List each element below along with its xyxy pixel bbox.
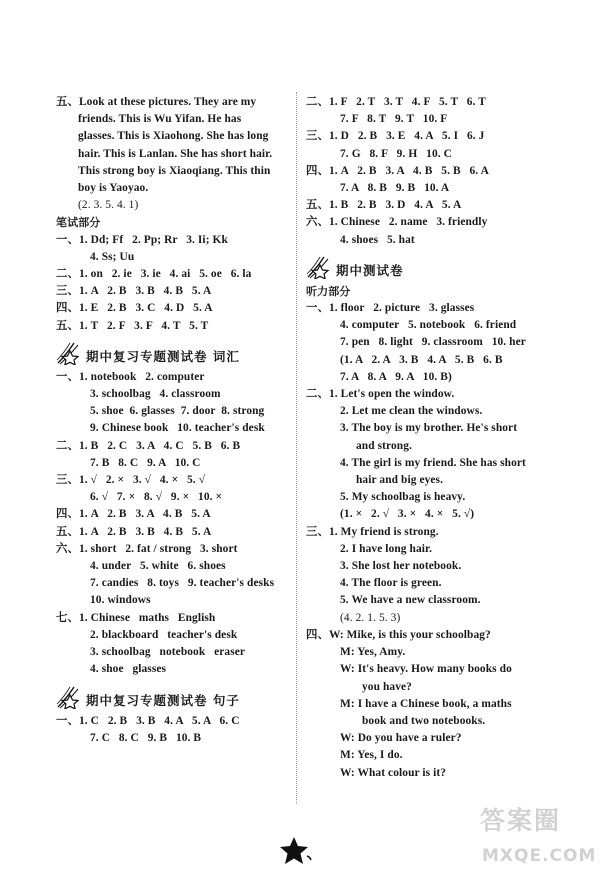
answer-line: 3. The boy is my brother. He's short <box>340 422 518 435</box>
answer-line: hair and big eyes. <box>356 474 444 487</box>
answer-line: 2. I have long hair. <box>340 542 433 555</box>
answer-line: hair. This is Lanlan. She has short hair. <box>78 147 273 160</box>
answer-line: 三、1. A 2. B 3. B 4. B 5. A <box>56 285 212 298</box>
answer-line: (1. A 2. A 3. B 4. A 5. B 6. B <box>340 353 503 366</box>
answer-line: 五、Look at these pictures. They are my <box>56 96 257 108</box>
answer-line: 五、1. B 2. B 3. D 4. A 5. A <box>306 199 462 212</box>
answer-line: 7. C 8. C 9. B 10. B <box>90 731 202 744</box>
answer-line: 二、1. Let's open the window. <box>306 388 455 401</box>
answer-line: 三、1. D 2. B 3. E 4. A 5. I 6. J <box>306 130 485 143</box>
left-column <box>56 94 292 747</box>
answer-line: (2. 3. 5. 4. 1) <box>78 199 139 212</box>
answer-line: W: What colour is it? <box>340 766 447 779</box>
answer-line: 四、1. A 2. B 3. A 4. B 5. A <box>56 508 211 521</box>
answer-line: 一、1. C 2. B 3. B 4. A 5. A 6. C <box>56 714 240 727</box>
answer-line: 2. Let me clean the windows. <box>340 405 483 418</box>
answer-line: 一、1. Dd; Ff 2. Pp; Rr 3. Ii; Kk <box>56 233 228 246</box>
answer-line: 二、1. F 2. T 3. T 4. F 5. T 6. T <box>306 96 486 108</box>
shooting-star-icon <box>56 679 84 709</box>
answer-line: 四、1. E 2. B 3. C 4. D 5. A <box>56 302 213 315</box>
answer-line: 2. blackboard teacher's desk <box>90 628 238 641</box>
answer-line: 7. A 8. B 9. B 10. A <box>340 182 450 195</box>
answer-line: 6. √ 7. × 8. √ 9. × 10. × <box>90 491 223 504</box>
answer-line: 一、1. notebook 2. computer <box>56 370 205 383</box>
answer-line: 4. Ss; Uu <box>90 250 135 263</box>
answer-line: 六、1. short 2. fat / strong 3. short <box>56 542 238 555</box>
footer-star-icon <box>278 836 314 866</box>
section-title-vocab <box>56 335 292 369</box>
listening-heading: 听力部分 <box>306 284 351 298</box>
answer-line: 三、1. √ 2. × 3. √ 4. × 5. √ <box>56 474 206 487</box>
answer-line: and strong. <box>356 439 412 452</box>
answer-line: boy is Yaoyao. <box>78 182 149 195</box>
answer-line: This strong boy is Xiaoqiang. This thin <box>78 164 271 177</box>
answer-line: 三、1. My friend is strong. <box>306 525 439 538</box>
shooting-star-icon <box>56 335 84 365</box>
shooting-star-icon <box>306 249 334 279</box>
section-title-text: 期中复习专题测试卷 句子 <box>86 692 240 708</box>
answer-line: 4. computer 5. notebook 6. friend <box>340 319 517 332</box>
answer-line: 五、1. A 2. B 3. B 4. B 5. A <box>56 525 212 538</box>
section-title-text: 期中测试卷 <box>336 262 404 278</box>
written-part-heading: 笔试部分 <box>56 216 101 230</box>
answer-line: glasses. This is Xiaohong. She has long <box>78 130 269 143</box>
answer-line: 7. B 8. C 9. A 10. C <box>90 456 201 469</box>
answer-line: 5. shoe 6. glasses 7. door 8. strong <box>90 405 265 418</box>
answer-line: 六、1. Chinese 2. name 3. friendly <box>306 216 488 229</box>
answer-line: (1. × 2. √ 3. × 4. × 5. √) <box>340 508 475 521</box>
answer-line: 7. G 8. F 9. H 10. C <box>340 147 452 160</box>
answer-line: 4. shoe glasses <box>90 663 167 676</box>
answer-line: 一、1. floor 2. picture 3. glasses <box>306 302 475 315</box>
answer-line: 3. She lost her notebook. <box>340 560 462 573</box>
answer-line: 9. Chinese book 10. teacher's desk <box>90 422 265 435</box>
watermark-logo <box>474 806 597 874</box>
answer-line: M: I have a Chinese book, a maths <box>340 697 512 710</box>
answer-line: friends. This is Wu Yifan. He has <box>78 113 242 126</box>
answer-line: 5. We have a new classroom. <box>340 594 481 607</box>
answer-line: 7. pen 8. light 9. classroom 10. her <box>340 336 526 349</box>
answer-line: you have? <box>362 680 412 693</box>
answer-line: 4. shoes 5. hat <box>340 233 415 246</box>
answer-line: W: It's heavy. How many books do <box>340 663 512 676</box>
answer-line: 3. schoolbag notebook eraser <box>90 646 246 659</box>
answer-line: 4. The girl is my friend. She has short <box>340 456 526 469</box>
answer-line: 5. My schoolbag is heavy. <box>340 491 466 504</box>
answer-line: 7. A 8. A 9. A 10. B) <box>340 370 452 383</box>
answer-line: W: Do you have a ruler? <box>340 732 462 745</box>
answer-line: 四、W: Mike, is this your schoolbag? <box>306 628 491 641</box>
answer-line: 7. candies 8. toys 9. teacher's desks <box>90 577 275 590</box>
answer-line: 二、1. on 2. ie 3. ie 4. ai 5. oe 6. la <box>56 268 252 281</box>
answer-line: M: Yes, Amy. <box>340 646 406 659</box>
answer-line: 七、1. Chinese maths English <box>56 611 216 624</box>
answer-line: 10. windows <box>90 594 151 607</box>
answer-line: M: Yes, I do. <box>340 749 403 762</box>
answer-line: 4. The floor is green. <box>340 577 442 590</box>
answer-line: (4. 2. 1. 5. 3) <box>340 611 401 624</box>
answer-line: book and two notebooks. <box>362 714 486 727</box>
answer-line: 四、1. A 2. B 3. A 4. B 5. B 6. A <box>306 164 489 177</box>
answer-line: 3. schoolbag 4. classroom <box>90 388 221 401</box>
answer-line: 4. under 5. white 6. shoes <box>90 560 226 573</box>
watermark-url: MXQE.COM <box>482 846 597 866</box>
section-title-midterm <box>306 249 556 283</box>
answer-line: 五、1. T 2. F 3. F 4. T 5. T <box>56 319 209 332</box>
right-column <box>306 94 556 782</box>
section-title-sentence <box>56 679 292 713</box>
section-title-text: 期中复习专题测试卷 词汇 <box>86 348 240 364</box>
column-divider <box>296 92 297 804</box>
answer-line: 7. F 8. T 9. T 10. F <box>340 113 448 126</box>
answer-line: 二、1. B 2. C 3. A 4. C 5. B 6. B <box>56 439 241 452</box>
watermark-text: 答案圈 <box>480 806 562 835</box>
